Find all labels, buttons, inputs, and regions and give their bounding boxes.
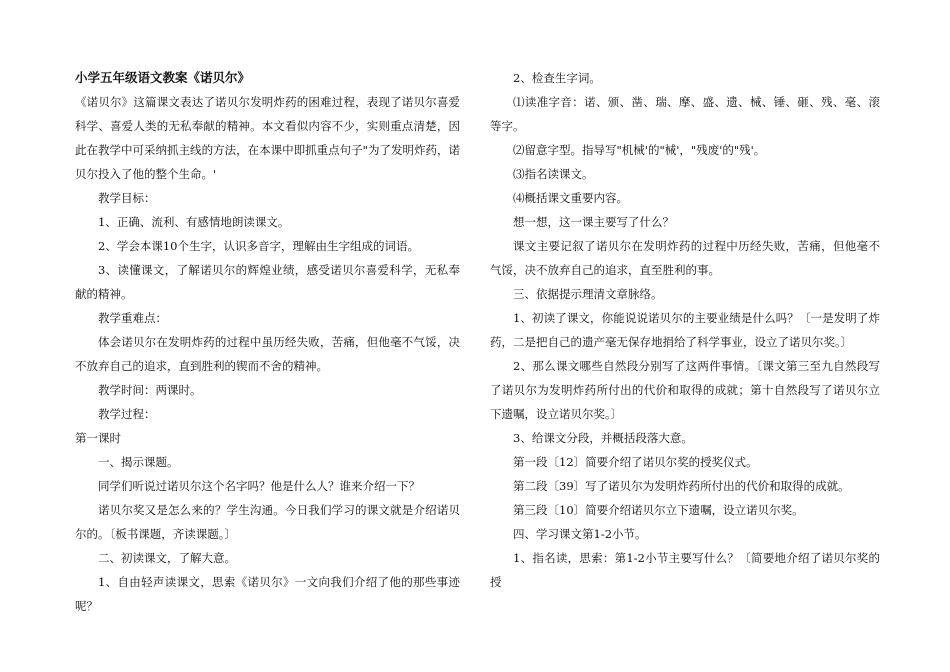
paragraph: 一、揭示课题。 (98, 455, 179, 469)
paragraph: 想一想，这一课主要写了什么？ (513, 215, 674, 229)
paragraph: ⑶指名读课文。 (513, 167, 594, 181)
paragraph: 第一课时 (75, 431, 121, 445)
paragraph: ⑷概括课文重要内容。 (513, 191, 628, 205)
paragraph: 第三段〔10〕简要介绍诺贝尔立下遗嘱，设立诺贝尔奖。 (513, 503, 804, 517)
paragraph: ⑴读准字音：诺、颁、凿、瑞、摩、盛、遗、械、锤、砸、残、毫、滚等字。 (490, 95, 880, 133)
paragraph: 1、指名读，思索：第1-2小节主要写什么？〔简要地介绍了诺贝尔奖的授 (490, 551, 880, 589)
left-column (75, 66, 460, 618)
paragraph: 四、学习课文第1-2小节。 (513, 527, 647, 541)
paragraph: 教学时间：两课时。 (98, 383, 202, 397)
right-column (490, 66, 880, 594)
paragraph: 教学目标： (98, 191, 156, 205)
paragraph: 1、自由轻声读课文，思索《诺贝尔》一文向我们介绍了他的那些事迹呢？ (75, 575, 460, 613)
document-title: 小学五年级语文教案《诺贝尔》 (75, 70, 251, 85)
paragraph: 课文主要记叙了诺贝尔在发明炸药的过程中历经失败，苦痛，但他毫不气馁，决不放弃自己的追求，直至胜利的事。 (490, 239, 880, 277)
paragraph: 二、初读课文，了解大意。 (98, 551, 236, 565)
paragraph: 1、正确、流利、有感情地朗读课文。 (98, 215, 290, 229)
paragraph: 教学过程： (98, 407, 156, 421)
paragraph: 2、检查生字词。 (513, 71, 601, 85)
paragraph: 同学们听说过诺贝尔这个名字吗？他是什么人？谁来介绍一下？ (98, 479, 420, 493)
paragraph: 第一段〔12〕简要介绍了诺贝尔奖的授奖仪式。 (513, 455, 758, 469)
paragraph: ⑵留意字型。指导写"机械'的"械'，"残废'的"残'。 (513, 143, 766, 157)
paragraph: 2、那么课文哪些自然段分别写了这两件事情。〔课文第三至九自然段写了诺贝尔为发明炸药所付出的代价和取得的成就；第十自然段写了诺贝尔立下遗嘱，设立诺贝尔奖。〕 (490, 359, 880, 421)
paragraph: 1、初读了课文，你能说说诺贝尔的主要业绩是什么吗？〔一是发明了炸药，二是把自己的遗产毫无保存地捐给了科学事业，设立了诺贝尔奖。〕 (490, 311, 880, 349)
paragraph: 3、读懂课文，了解诺贝尔的辉煌业绩，感受诺贝尔喜爱科学，无私奉献的精神。 (75, 263, 460, 301)
paragraph: 3、给课文分段，并概括段落大意。 (513, 431, 693, 445)
paragraph: 第二段〔39〕写了诺贝尔为发明炸药所付出的代价和取得的成就。 (513, 479, 850, 493)
paragraph: 三、依据提示理清文章脉络。 (513, 287, 663, 301)
paragraph: 教学重难点： (98, 311, 167, 325)
paragraph: 诺贝尔奖又是怎么来的？学生沟通。今日我们学习的课文就是介绍诺贝尔的。〔板书课题，齐读课题。〕 (75, 503, 460, 541)
paragraph: 体会诺贝尔在发明炸药的过程中虽历经失败，苦痛，但他毫不气馁，决不放弃自己的追求，直到胜利的锲而不舍的精神。 (75, 335, 460, 373)
paragraph: 2、学会本课10个生字，认识多音字，理解由生字组成的词语。 (98, 239, 419, 253)
paragraph: 《诺贝尔》这篇课文表达了诺贝尔发明炸药的困难过程，表现了诺贝尔喜爱科学、喜爱人类的无私奉献的精神。本文看似内容不少，实则重点清楚，因此在教学中可采纳抓主线的方法，在本课中即抓重点句子"为了发明炸药，诺贝尔投入了他的整个生命。' (75, 95, 460, 181)
